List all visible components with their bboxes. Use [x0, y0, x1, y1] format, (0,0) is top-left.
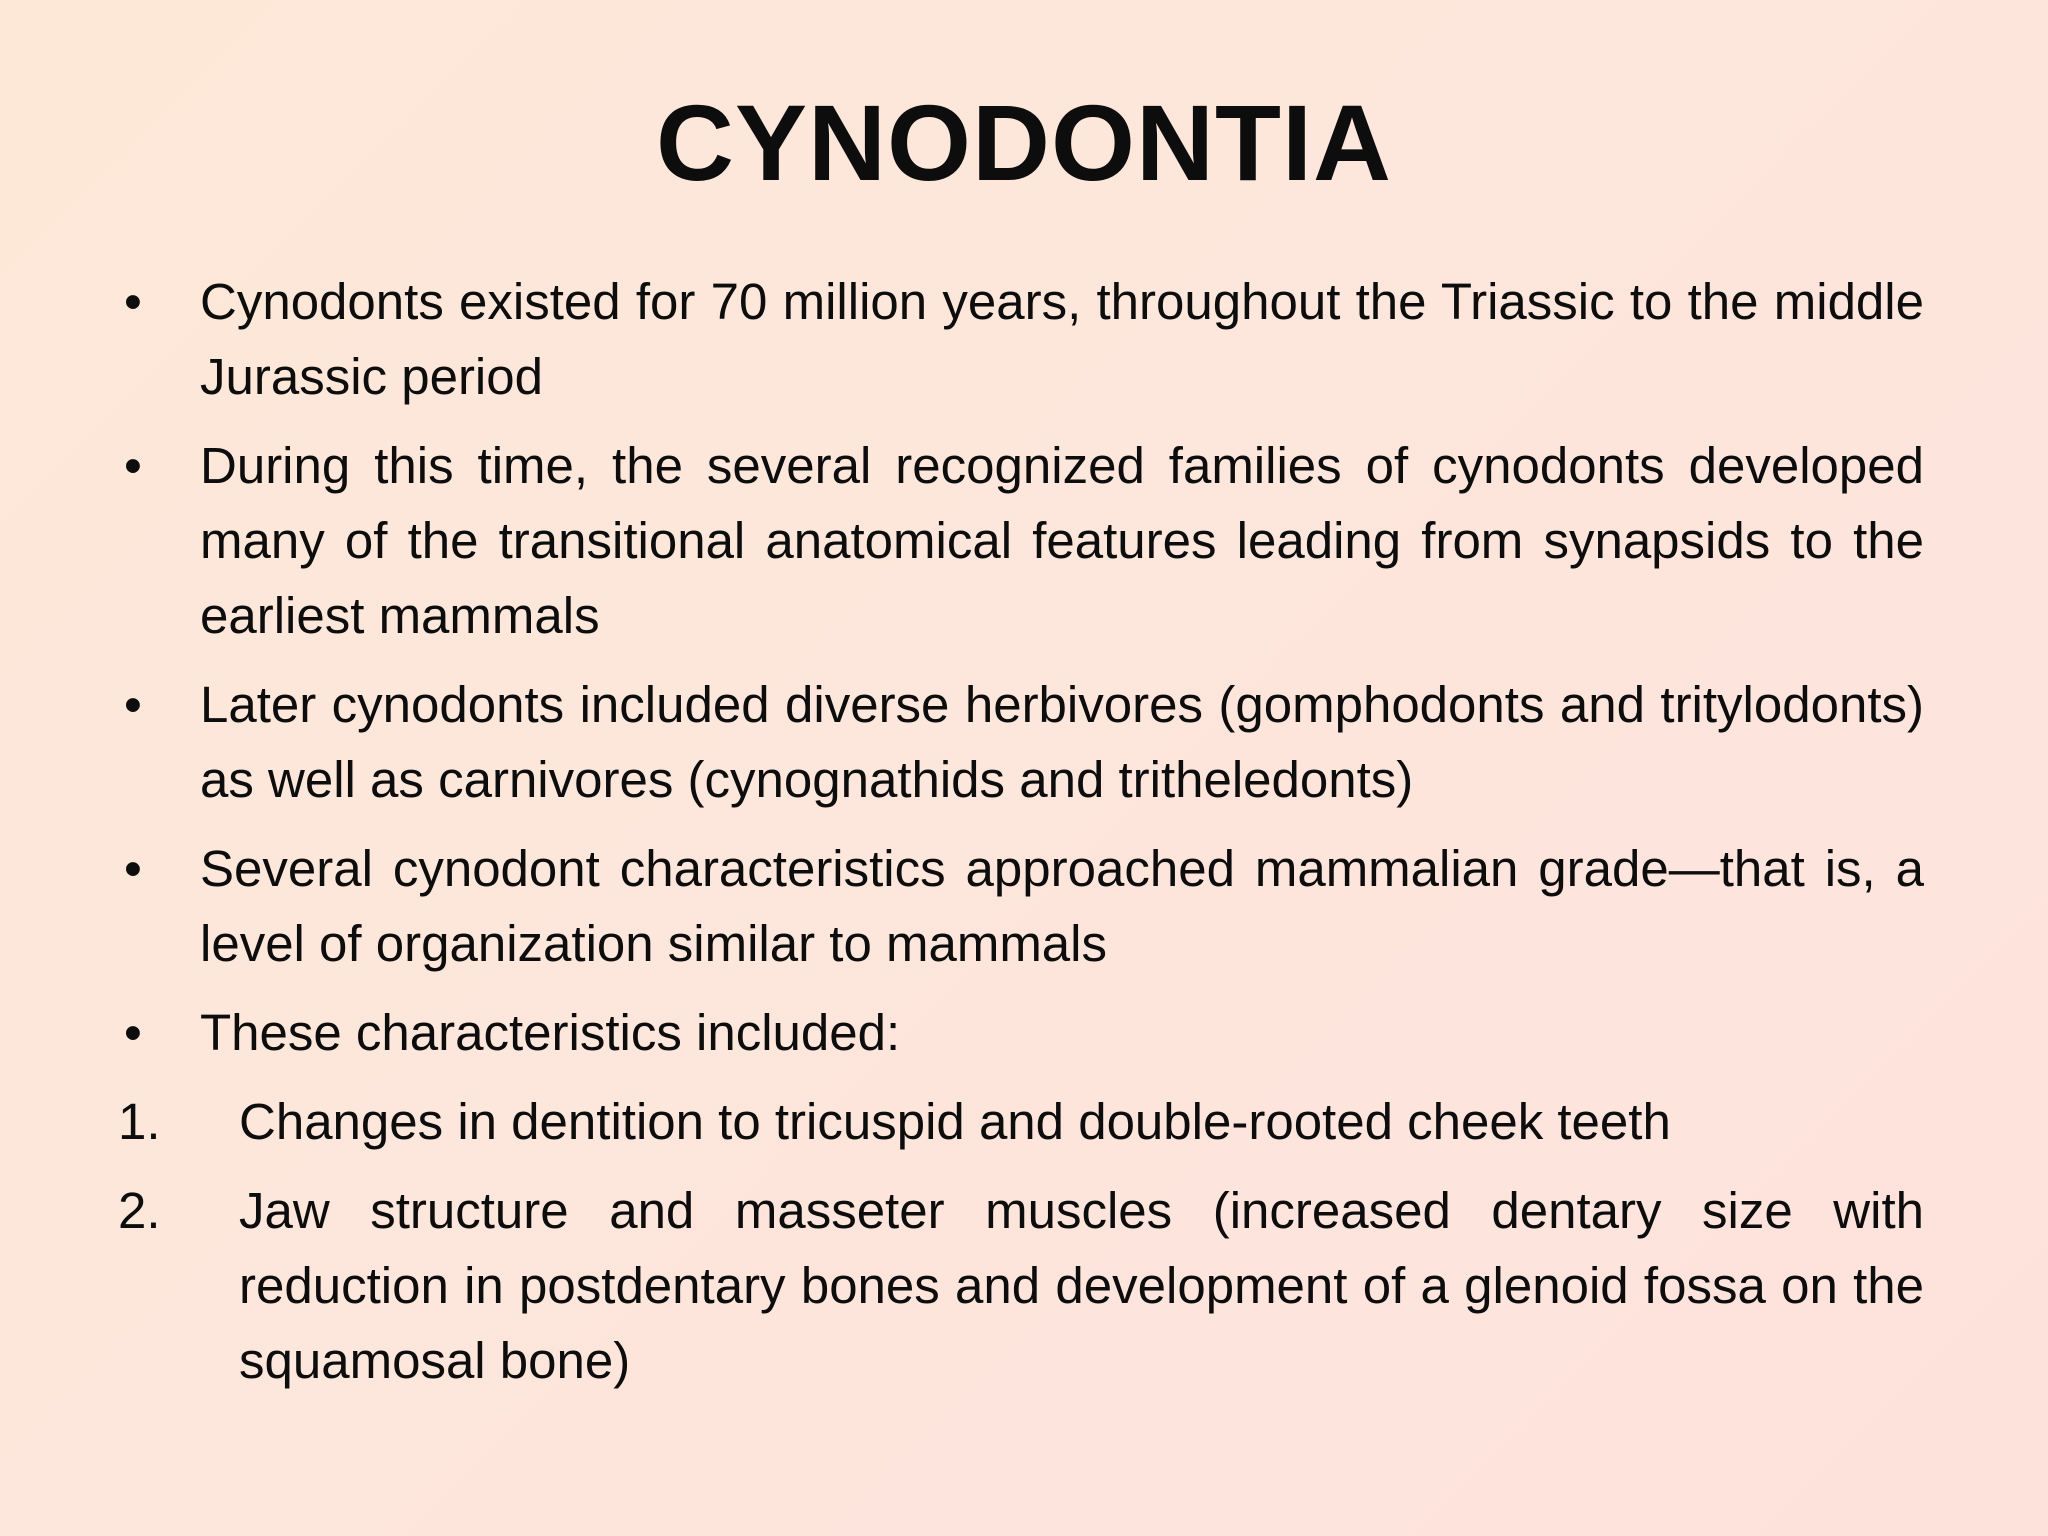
slide-body	[118, 264, 1924, 1412]
bullet-text: During this time, the several recognized families of cynodonts developed many of the transitional anatomical features leading from synapsids to the earliest mammals	[200, 437, 1924, 644]
numbered-text: Jaw structure and masseter muscles (increased dentary size with reduction in postdentary bones and development of a glenoid fossa on the squamosal bone)	[239, 1182, 1924, 1389]
item-number: 2.	[118, 1182, 161, 1239]
numbered-item	[118, 1173, 1924, 1398]
bullet-icon: •	[124, 840, 142, 897]
slide-title: CYNODONTIA	[656, 82, 1392, 203]
bullet-item	[118, 428, 1924, 653]
item-number: 1.	[118, 1093, 161, 1150]
bullet-text: Cynodonts existed for 70 million years, throughout the Triassic to the middle Jurassic period	[200, 273, 1924, 405]
bullet-icon: •	[124, 676, 142, 733]
numbered-text: Changes in dentition to tricuspid and double-rooted cheek teeth	[239, 1093, 1671, 1150]
bullet-icon: •	[124, 273, 142, 330]
bullet-icon: •	[124, 1004, 142, 1061]
bullet-icon: •	[124, 437, 142, 494]
bullet-text: These characteristics included:	[200, 1004, 901, 1061]
bullet-item	[118, 667, 1924, 817]
bullet-item	[118, 995, 1924, 1070]
numbered-item	[118, 1084, 1924, 1159]
bullet-item	[118, 264, 1924, 414]
bullet-item	[118, 831, 1924, 981]
bullet-text: Several cynodont characteristics approached mammalian grade—that is, a level of organization similar to mammals	[200, 840, 1924, 972]
bullet-text: Later cynodonts included diverse herbivores (gomphodonts and tritylodonts) as well as carnivores (cynognathids and tritheledonts)	[200, 676, 1924, 808]
